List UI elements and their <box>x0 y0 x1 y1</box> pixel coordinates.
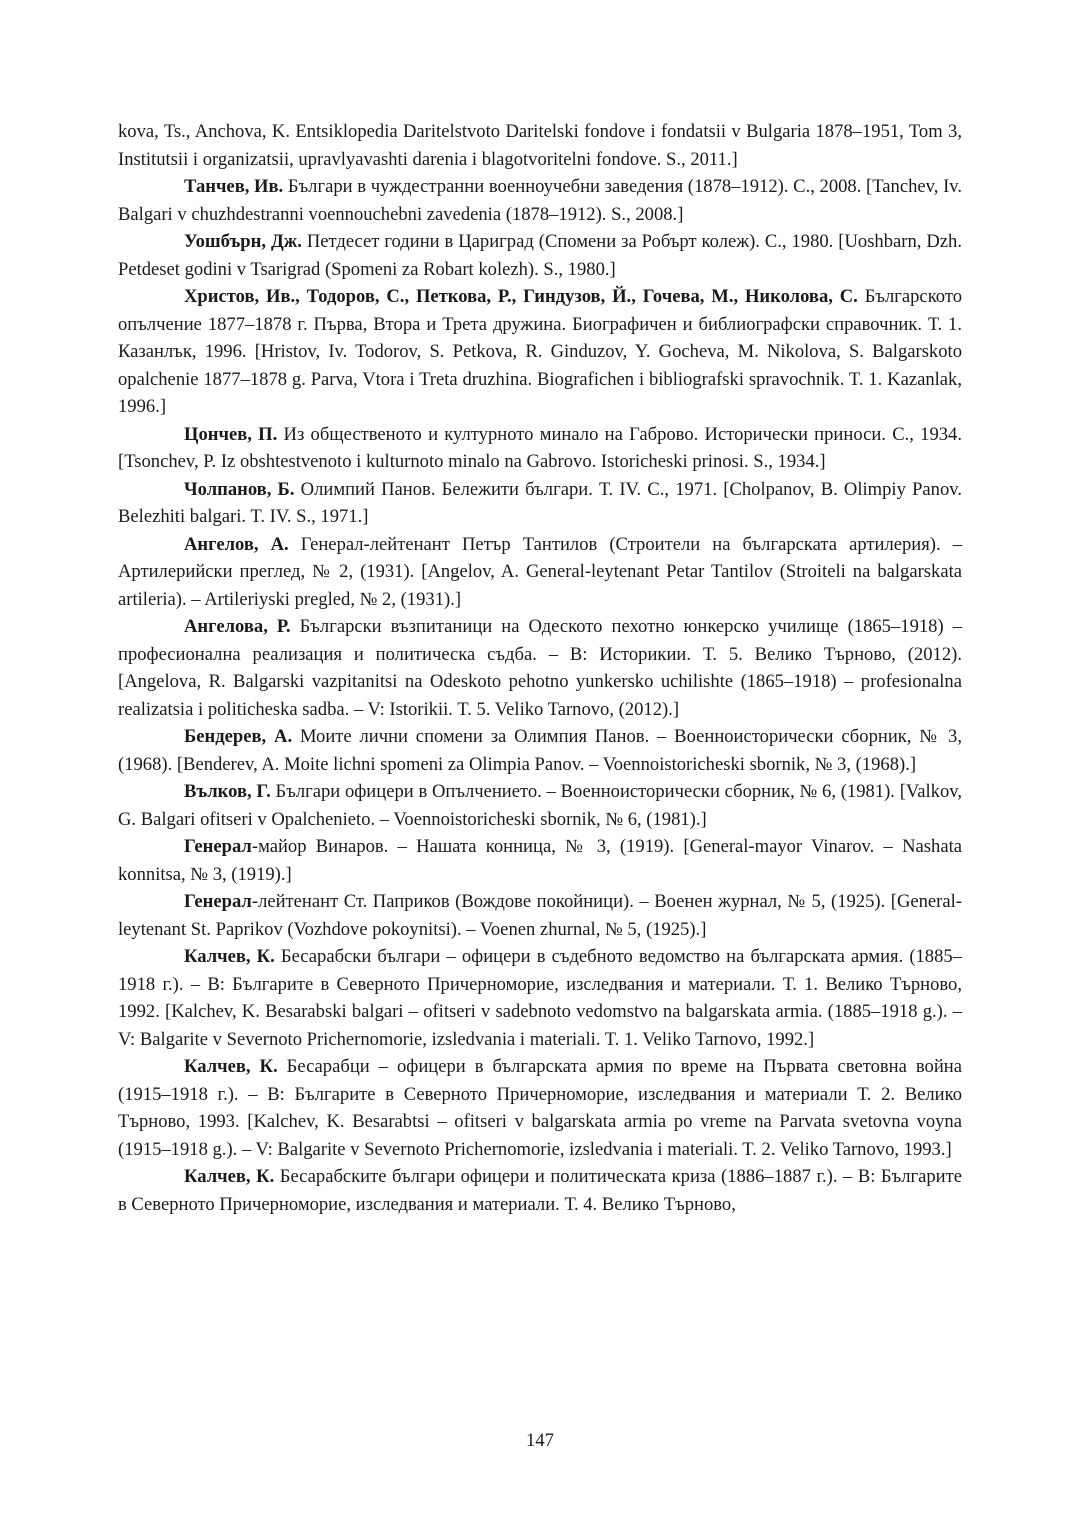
entry-text: -майор Винаров. – Нашата конница, № 3, (1919). [General-mayor Vinarov. – Nashata konnitsa, № 3, (1919).] <box>118 836 962 885</box>
entry-author: Танчев, Ив. <box>184 176 284 197</box>
bibliography-entry <box>118 613 962 723</box>
entry-text: Българи офицери в Опълчението. – Военноисторически сборник, № 6, (1981). [Valkov, G. Balgari ofitseri v Opalchenieto. – Voennoistoricheski sbornik, № 6, (1981).] <box>118 781 962 830</box>
bibliography-entry <box>118 118 962 173</box>
entry-author: Калчев, К. <box>184 1166 275 1187</box>
entry-text: kova, Ts., Anchova, K. Entsiklopedia Daritelstvoto Daritelski fondove i fondatsii v Bulgaria 1878–1951, Tom 3, Institutsii i organizatsii, upravlyavashti darenia i blagotvoritelni fondove. S., 2011.] <box>118 121 962 170</box>
entry-text: Генерал-лейтенант Петър Тантилов (Строители на българската артилерия). – Артилерийски преглед, № 2, (1931). [Angelov, A. General-leytenant Petar Tantilov (Stroiteli na balgarskata artileria). – Artileriyski pregled, № 2, (1931).] <box>118 533 962 610</box>
bibliography-entry <box>118 1053 962 1163</box>
entry-author: Вълков, Г. <box>184 781 271 802</box>
entry-text: Моите лични спомени за Олимпия Панов. – Военноисторически сборник, № 3, (1968). [Benderev, A. Moite lichni spomeni za Olimpia Panov. – Voennoistoricheski sbornik, № 3, (1968).] <box>118 726 962 775</box>
entry-text: Български възпитаници на Одеското пехотно юнкерско училище (1865–1918) – професионална реализация и политическа съдба. – В: Историкии. Т. 5. Велико Търново, (2012). [Angelova, R. Balgarski vazpitanitsi na Odeskoto pehotno yunkersko uchilishte (1865–1918) – profesionalna realizatsia i politicheska sadba. – V: Istorikii. T. 5. Veliko Tarnovo, (2012).] <box>118 616 962 720</box>
entry-text: Българското опълчение 1877–1878 г. Първа, Втора и Трета дружина. Биографичен и библиографски справочник. Т. 1. Казанлък, 1996. [Hristov, Iv. Todorov, S. Petkova, R. Ginduzov, Y. Gocheva, M. Nikolova, S. Balgarskoto opalchenie 1877–1878 g. Parva, Vtora i Treta druzhina. Biografichen i bibliografski spravochnik. T. 1. Kazanlak, 1996.] <box>118 286 963 417</box>
bibliography-entry <box>118 283 962 421</box>
entry-text: Олимпий Панов. Бележити българи. Т. IV. С., 1971. [Cholpanov, B. Olimpiy Panov. Belezhiti balgari. T. IV. S., 1971.] <box>118 478 962 527</box>
entry-text: Петдесет години в Цариград (Спомени за Робърт колеж). С., 1980. [Uoshbarn, Dzh. Petdeset godini v Tsarigrad (Spomeni za Robart kolezh). S., 1980.] <box>118 231 962 280</box>
entry-text: -лейтенант Ст. Паприков (Вождове покойници). – Военен журнал, № 5, (1925). [General-leytenant St. Paprikov (Vozhdove pokoynitsi). – Voenen zhurnal, № 5, (1925).] <box>118 891 962 940</box>
entry-author: Уошбърн, Дж. <box>184 231 302 252</box>
entry-text: Из общественото и културното минало на Габрово. Исторически приноси. С., 1934. [Tsonchev, P. Iz obshtestvenoto i kulturnoto minalo na Gabrovo. Istoricheski prinosi. S., 1934.] <box>118 423 962 472</box>
bibliography-entry <box>118 888 962 943</box>
entry-text: Бесарабските българи офицери и политическата криза (1886–1887 г.). – В: Българите в Северното Причерноморие, изследвания и материали. Т. 4. Велико Търново, <box>118 1166 962 1215</box>
entry-author: Бендерев, А. <box>184 726 293 747</box>
entry-author: Христов, Ив., Тодоров, С., Петкова, Р., Гиндузов, Й., Гочева, М., Николова, С. <box>184 286 858 307</box>
entry-text: Бесарабци – офицери в българската армия по време на Първата световна война (1915–1918 г.). – В: Българите в Северното Причерноморие, изследвания и материали Т. 2. Велико Търново, 1993. [Kalchev, K. Besarabtsi – ofitseri v balgarskata armia po vreme na Parvata svetovna voyna (1915–1918 g.). – V: Balgarite v Severnoto Prichernomorie, izsledvania i materiali. T. 2. Veliko Tarnovo, 1993.] <box>118 1056 962 1160</box>
entry-author: Генерал <box>184 891 252 912</box>
entry-author: Калчев, К. <box>184 1056 278 1077</box>
bibliography-entry <box>118 421 962 476</box>
entry-text: Бесарабски българи – офицери в съдебното ведомство на българската армия. (1885–1918 г.). – В: Българите в Северното Причерноморие, изследвания и материали. Т. 1. Велико Търново, 1992. [Kalchev, K. Besarabski balgari – ofitseri v sadebnoto vedomstvo na balgarskata armia. (1885–1918 g.). – V: Balgarite v Severnoto Prichernomorie, izsledvania i materiali. T. 1. Veliko Tarnovo, 1992.] <box>118 946 962 1050</box>
entry-author: Чолпанов, Б. <box>184 478 295 500</box>
bibliography-entry <box>118 833 962 888</box>
entry-author: Калчев, К. <box>184 946 275 967</box>
entry-author: Генерал <box>184 836 252 857</box>
entry-author: Ангелова, Р. <box>184 616 291 637</box>
bibliography-entry <box>118 228 962 283</box>
bibliography-entry <box>118 778 962 833</box>
entry-author: Цончев, П. <box>184 423 278 445</box>
entry-text: Българи в чуждестранни военноучебни заведения (1878–1912). С., 2008. [Tanchev, Iv. Balgari v chuzhdestranni voennouchebni zavedenia (1878–1912). S., 2008.] <box>118 176 962 225</box>
bibliography-entry <box>118 943 962 1053</box>
entry-author: Ангелов, А. <box>184 533 289 555</box>
bibliography-entry <box>118 476 962 531</box>
bibliography-entry <box>118 531 962 614</box>
bibliography-page <box>118 118 962 1218</box>
bibliography-entry <box>118 1163 962 1218</box>
page-number: 147 <box>526 1430 554 1451</box>
bibliography-entry <box>118 173 962 228</box>
bibliography-entry <box>118 723 962 778</box>
